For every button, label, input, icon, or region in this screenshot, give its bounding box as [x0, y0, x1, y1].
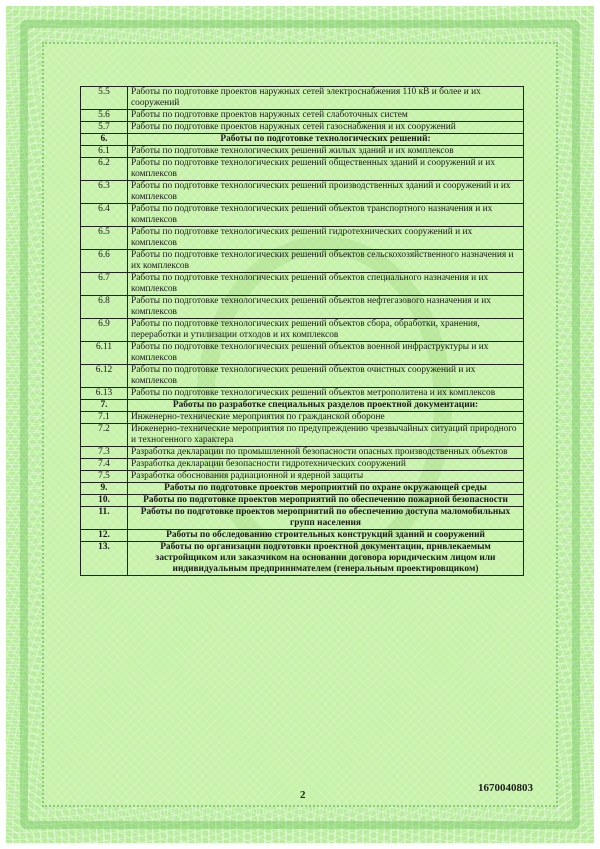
item-description: Работы по подготовке технологических решений гидротехнических сооружений и их комплексов [128, 227, 524, 250]
table-row [81, 424, 524, 447]
item-description: Работы по подготовке технологических решений производственных зданий и сооружений и их комплексов [128, 181, 524, 204]
section-heading-row [81, 530, 524, 542]
item-number: 6.8 [81, 296, 128, 319]
item-number: 5.7 [81, 122, 128, 134]
item-number: 6.9 [81, 319, 128, 342]
table-row [81, 146, 524, 158]
table-row [81, 122, 524, 134]
item-number: 7.5 [81, 471, 128, 483]
table-row [81, 204, 524, 227]
table-row [81, 342, 524, 365]
item-description: Работы по подготовке технологических решений объектов транспортного назначения и их комплексов [128, 204, 524, 227]
certificate-number: 1670040803 [478, 782, 533, 794]
table-row [81, 87, 524, 110]
table-row [81, 273, 524, 296]
item-description: Инженерно-технические мероприятия по предупреждению чрезвычайных ситуаций природного и техногенного характера [128, 424, 524, 447]
table-row [81, 181, 524, 204]
item-number: 6. [81, 134, 128, 146]
item-number: 13. [81, 542, 128, 576]
item-number: 12. [81, 530, 128, 542]
item-description: Работы по обследованию строительных конструкций зданий и сооружений [128, 530, 524, 542]
table-row [81, 110, 524, 122]
item-description: Работы по подготовке технологических решений жилых зданий и их комплексов [128, 146, 524, 158]
section-heading-row [81, 483, 524, 495]
item-number: 6.5 [81, 227, 128, 250]
item-description: Работы по подготовке технологических решений объектов военной инфраструктуры и их комплексов [128, 342, 524, 365]
item-number: 6.4 [81, 204, 128, 227]
item-number: 7.2 [81, 424, 128, 447]
item-number: 6.11 [81, 342, 128, 365]
item-number: 10. [81, 495, 128, 507]
item-description: Разработка обоснования радиационной и ядерной защиты [128, 471, 524, 483]
item-number: 7.4 [81, 459, 128, 471]
table-row [81, 412, 524, 424]
table-row [81, 296, 524, 319]
section-heading-row [81, 507, 524, 530]
section-heading-row [81, 542, 524, 576]
item-number: 7.1 [81, 412, 128, 424]
page-number: 2 [300, 789, 306, 801]
item-description: Инженерно-технические мероприятия по гражданской обороне [128, 412, 524, 424]
item-description: Работы по подготовке технологических решений объектов метрополитена и их комплексов [128, 388, 524, 400]
section-heading-row [81, 134, 524, 146]
item-number: 6.12 [81, 365, 128, 388]
item-description: Работы по подготовке проектов мероприятий по обеспечению пожарной безопасности [128, 495, 524, 507]
item-number: 5.5 [81, 87, 128, 110]
item-number: 7.3 [81, 447, 128, 459]
item-description: Работы по подготовке технологических решений объектов сельскохозяйственного назначения и их комплексов [128, 250, 524, 273]
item-description: Работы по организации подготовки проектной документации, привлекаемым застройщиком или заказчиком на основании договора юридическим лицом или индивидуальным предпринимателем (генеральным проектировщиком) [128, 542, 524, 576]
section-heading-row [81, 400, 524, 412]
table-row [81, 471, 524, 483]
item-description: Работы по подготовке проектов наружных сетей газоснабжения и их сооружений [128, 122, 524, 134]
item-description: Работы по подготовке технологических решений: [128, 134, 524, 146]
item-description: Работы по подготовке проектов мероприятий по обеспечению доступа маломобильных групп населения [128, 507, 524, 530]
item-number: 6.7 [81, 273, 128, 296]
table-row [81, 227, 524, 250]
item-description: Работы по подготовке технологических решений объектов очистных сооружений и их комплексов [128, 365, 524, 388]
table-row [81, 388, 524, 400]
item-number: 7. [81, 400, 128, 412]
item-number: 6.3 [81, 181, 128, 204]
section-heading-row [81, 495, 524, 507]
item-description: Работы по подготовке технологических решений объектов сбора, обработки, хранения, переработки и утилизации отходов и их комплексов [128, 319, 524, 342]
item-description: Работы по подготовке технологических решений объектов нефтегазового назначения и их комплексов [128, 296, 524, 319]
table-row [81, 459, 524, 471]
item-description: Работы по подготовке технологических решений общественных зданий и сооружений и их комплексов [128, 158, 524, 181]
item-number: 6.6 [81, 250, 128, 273]
item-description: Работы по подготовке технологических решений объектов специального назначения и их комплексов [128, 273, 524, 296]
item-number: 6.2 [81, 158, 128, 181]
table-row [81, 319, 524, 342]
table-row [81, 447, 524, 459]
table-row [81, 158, 524, 181]
item-description: Работы по подготовке проектов наружных сетей электроснабжения 110 кВ и более и их сооружений [128, 87, 524, 110]
table-row [81, 250, 524, 273]
item-description: Работы по подготовке проектов наружных сетей слаботочных систем [128, 110, 524, 122]
item-number: 11. [81, 507, 128, 530]
item-description: Разработка декларации по промышленной безопасности опасных производственных объектов [128, 447, 524, 459]
item-description: Работы по разработке специальных разделов проектной документации: [128, 400, 524, 412]
item-number: 9. [81, 483, 128, 495]
item-number: 5.6 [81, 110, 128, 122]
table-row [81, 365, 524, 388]
item-number: 6.1 [81, 146, 128, 158]
item-description: Разработка декларации безопасности гидротехнических сооружений [128, 459, 524, 471]
item-number: 6.13 [81, 388, 128, 400]
item-description: Работы по подготовке проектов мероприятий по охране окружающей среды [128, 483, 524, 495]
work-types-table [80, 86, 524, 576]
